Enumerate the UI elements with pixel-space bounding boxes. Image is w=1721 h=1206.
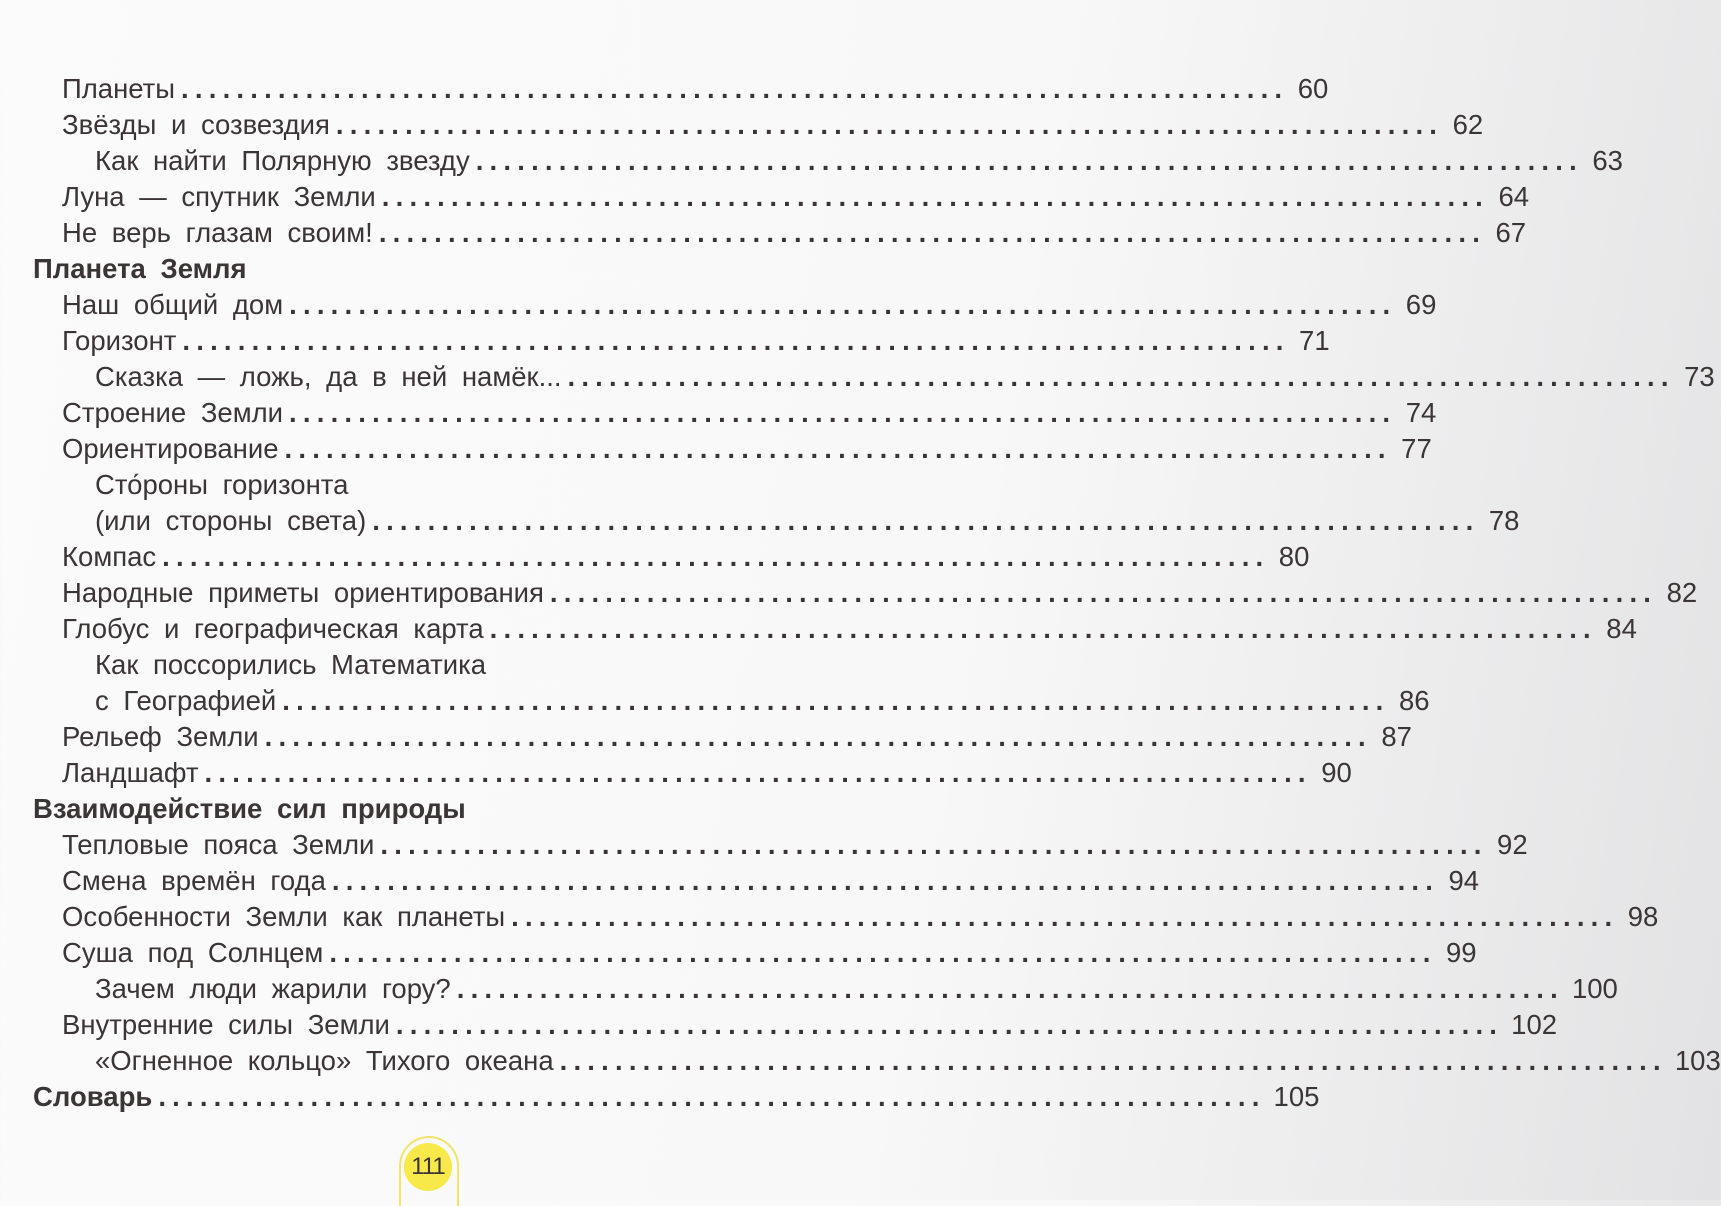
toc-entry — [33, 683, 1430, 719]
toc-title: Суша под Солнцем — [62, 937, 324, 968]
toc-entry — [33, 179, 1530, 215]
toc-title: (или стороны света) — [95, 505, 367, 536]
toc-page-number: 74 — [1405, 397, 1437, 428]
toc-page-number: 98 — [1627, 901, 1659, 932]
toc-entry — [33, 467, 830, 503]
dot-leader: ................................................................................ — [331, 865, 1440, 896]
toc-title: Взаимодействие сил природы — [33, 793, 466, 824]
dot-leader: ................................................................................ — [181, 73, 1289, 104]
toc-title: Глобус и географическая карта — [62, 613, 484, 644]
toc-title: Компас — [62, 541, 157, 572]
toc-page-number: 64 — [1498, 181, 1530, 212]
dot-leader: ................................................................................ — [162, 541, 1270, 572]
toc-entry — [33, 215, 1527, 251]
toc-entry — [33, 1007, 1558, 1043]
toc-page-number: 92 — [1497, 829, 1528, 860]
toc-title: Сказка — ложь, да в ней намёк... — [95, 361, 562, 392]
toc-title: Звёзды и созвездия — [62, 109, 330, 140]
dot-leader: ................................................................................ — [489, 613, 1597, 644]
dot-leader: ................................................................................ — [395, 1009, 1504, 1040]
dot-leader: ................................................................................ — [380, 829, 1488, 860]
toc-entry — [33, 899, 1659, 935]
dot-leader: ................................................................................ — [289, 289, 1397, 320]
toc-entry — [33, 431, 1432, 467]
toc-title: Народные приметы ориентирования — [62, 577, 544, 608]
toc-page-number: 60 — [1297, 73, 1329, 104]
dot-leader: ................................................................................ — [204, 757, 1312, 788]
dot-leader: ................................................................................ — [264, 721, 1372, 752]
toc-title: Внутренние силы Земли — [62, 1009, 390, 1040]
toc-title: Как поссорились Математика — [95, 649, 487, 680]
dot-leader: ................................................................................ — [182, 325, 1290, 356]
toc-section-heading — [33, 791, 830, 827]
dot-leader: ................................................................................ — [289, 397, 1397, 428]
toc-page-number: 82 — [1666, 577, 1698, 608]
dot-leader: ................................................................................ — [475, 145, 1583, 176]
toc-title: Ориентирование — [62, 433, 279, 464]
toc-title: Наш общий дом — [62, 289, 284, 320]
toc-title: Ландшафт — [62, 757, 199, 788]
toc-page-number: 77 — [1401, 433, 1432, 464]
dot-leader: ................................................................................ — [549, 577, 1658, 608]
toc-entry — [33, 863, 1480, 899]
toc-title: Смена времён года — [62, 865, 326, 896]
toc-entry — [33, 611, 1637, 647]
toc-section-heading — [33, 251, 830, 287]
toc-entry — [33, 719, 1412, 755]
toc-title: с Географией — [95, 685, 277, 716]
toc-entry — [33, 143, 1623, 179]
toc-entry — [33, 323, 1330, 359]
toc-page-number: 73 — [1684, 361, 1715, 392]
toc-entry — [33, 395, 1437, 431]
toc-entry — [33, 827, 1528, 863]
dot-leader: ................................................................................ — [372, 505, 1480, 536]
dot-leader: ................................................................................ — [567, 361, 1675, 392]
toc-title: Планеты — [62, 73, 176, 104]
toc-entry — [33, 971, 1618, 1007]
toc-title: Сто́роны горизонта — [95, 469, 349, 500]
toc-title: Горизонт — [62, 325, 177, 356]
toc-title: Луна — спутник Земли — [62, 181, 376, 212]
dot-leader: ................................................................................ — [511, 901, 1619, 932]
toc-title: Строение Земли — [62, 397, 284, 428]
dot-leader: ................................................................................ — [456, 973, 1564, 1004]
toc-entry — [33, 503, 1520, 539]
dot-leader: ................................................................................ — [284, 433, 1392, 464]
toc-title: Планета Земля — [33, 253, 247, 284]
toc-entry — [33, 539, 1310, 575]
toc-entry — [33, 1043, 1721, 1079]
toc-title: Тепловые пояса Земли — [62, 829, 375, 860]
toc-entry — [33, 107, 1484, 143]
toc-title: «Огненное кольцо» Тихого океана — [95, 1045, 554, 1076]
toc-title: Словарь — [33, 1081, 153, 1112]
page-number: 111 — [404, 1143, 452, 1191]
toc-page-number: 100 — [1571, 973, 1618, 1004]
toc-title: Как найти Полярную звезду — [95, 145, 470, 176]
toc-entry — [33, 575, 1698, 611]
toc-page-number: 78 — [1488, 505, 1520, 536]
dot-leader: ................................................................................ — [158, 1081, 1266, 1112]
toc-page-number: 67 — [1495, 217, 1527, 248]
toc-entry — [33, 935, 1477, 971]
toc-section-heading — [33, 1079, 1320, 1115]
toc-entry — [33, 71, 1329, 107]
toc-page-number: 86 — [1398, 685, 1430, 716]
toc-page-number: 105 — [1273, 1081, 1320, 1112]
dot-leader: ................................................................................ — [559, 1045, 1667, 1076]
toc-page-number: 71 — [1299, 325, 1330, 356]
toc-entry — [33, 287, 1437, 323]
toc-title: Не верь глазам своим! — [62, 217, 373, 248]
toc-page-number: 84 — [1606, 613, 1637, 644]
toc-title: Рельеф Земли — [62, 721, 259, 752]
toc-page-number: 80 — [1278, 541, 1310, 572]
toc-page-number: 87 — [1381, 721, 1412, 752]
toc-entry — [33, 755, 1352, 791]
toc-entry — [33, 647, 830, 683]
toc-title: Зачем люди жарили гору? — [95, 973, 451, 1004]
toc-entry — [33, 359, 1715, 395]
dot-leader: ................................................................................ — [335, 109, 1444, 140]
toc-page-number: 90 — [1321, 757, 1352, 788]
toc-page-number: 63 — [1592, 145, 1623, 176]
table-of-contents — [33, 71, 1721, 1115]
toc-page-number: 99 — [1445, 937, 1477, 968]
toc-page-number: 102 — [1511, 1009, 1558, 1040]
toc-page-number: 94 — [1448, 865, 1480, 896]
dot-leader: ................................................................................ — [381, 181, 1490, 212]
toc-page-number: 69 — [1405, 289, 1437, 320]
dot-leader: ................................................................................ — [282, 685, 1390, 716]
toc-page-number: 103 — [1674, 1045, 1721, 1076]
toc-page-number: 62 — [1452, 109, 1484, 140]
dot-leader: ................................................................................ — [329, 937, 1437, 968]
toc-title: Особенности Земли как планеты — [62, 901, 506, 932]
dot-leader: ................................................................................ — [378, 217, 1487, 248]
